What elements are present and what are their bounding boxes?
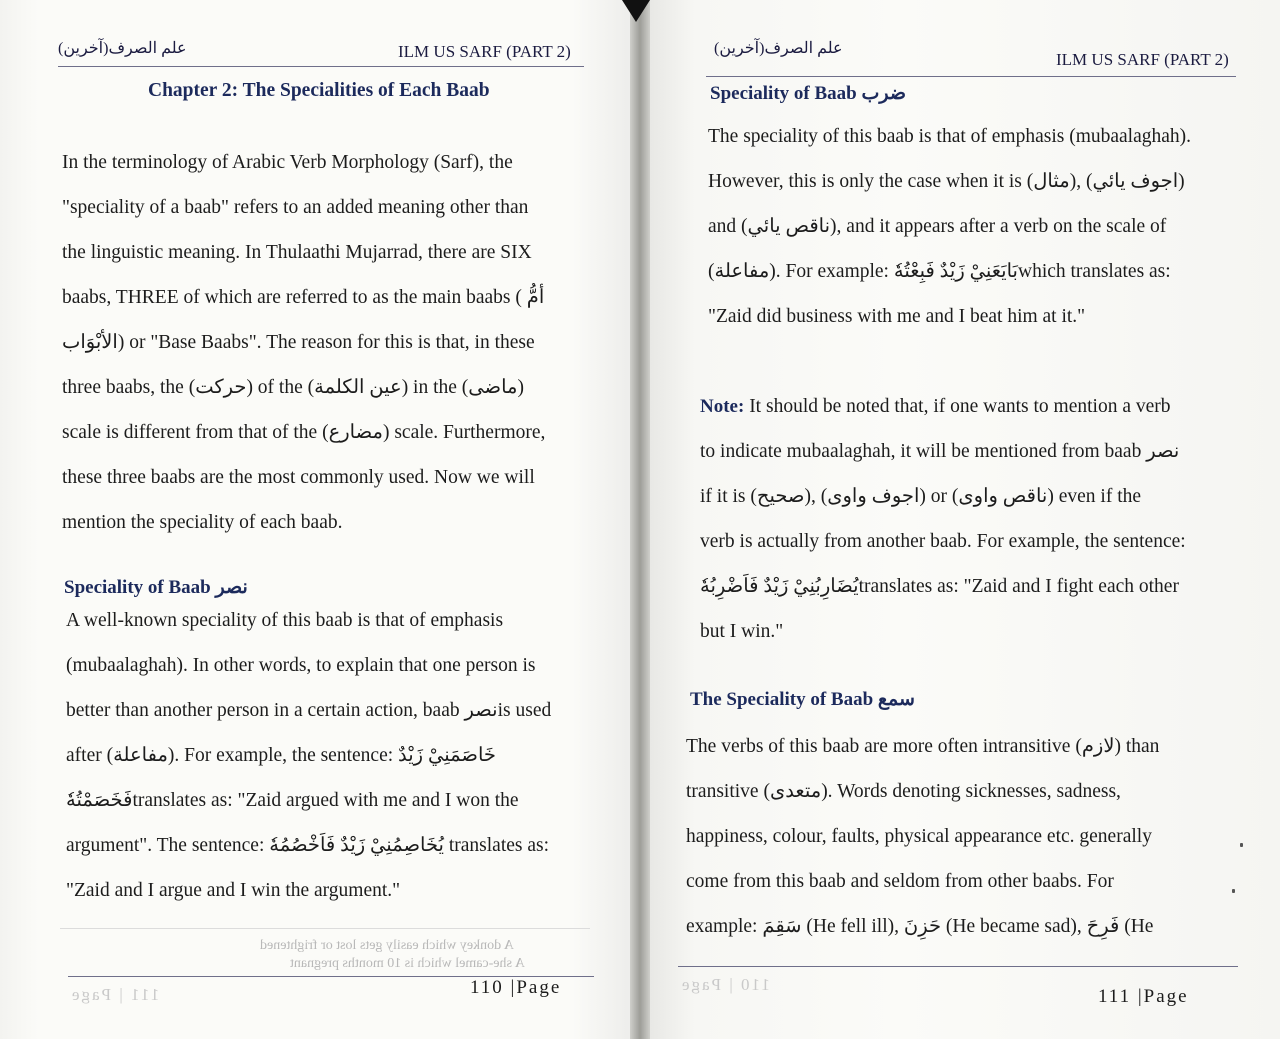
intro-line: baabs, THREE of which are referred to as the main baabs ( أمُّ	[62, 287, 545, 308]
intro-paragraph	[62, 140, 588, 545]
nasara-line: argument". The sentence: يُخَاصِمُنِيْ زَيْدٌ فَاَخْصُمُهٗ translates as:	[66, 835, 550, 856]
right-header-rule	[706, 76, 1236, 77]
nasara-line: فَخَصَمْتُهٗtranslates as: "Zaid argued with me and I won the	[66, 790, 519, 811]
note-line: verb is actually from another baab. For example, the sentence:	[700, 531, 1186, 552]
left-page	[0, 0, 636, 1039]
samia-line: come from this baab and seldom from other baabs. For	[686, 871, 1114, 892]
left-header-title: ILM US SARF (PART 2)	[398, 42, 571, 61]
nasara-line: after (مفاعلة). For example, the sentence: خَاصَمَنِيْ زَيْدٌ	[66, 745, 496, 766]
samia-line: example: سَقِمَ (He fell ill), حَزِنَ (He became sad), فَرِحَ (He	[686, 916, 1154, 937]
right-header-arabic: علم الصرف(آخرين)	[714, 40, 843, 57]
nasara-paragraph	[66, 598, 594, 913]
samia-line: The verbs of this baab are more often intransitive (لازم) than	[686, 736, 1160, 757]
book-gutter	[630, 0, 650, 1039]
note-paragraph	[700, 384, 1230, 654]
left-page-number: 110 |Page	[470, 977, 562, 998]
intro-line: "speciality of a baab" refers to an added meaning other than	[62, 197, 529, 218]
footnote-rule	[60, 928, 590, 929]
note-first-line	[700, 384, 1230, 429]
ghost-page-number: 111 | Page	[70, 985, 160, 1004]
section-heading-nasara: Speciality of Baab نصر	[64, 577, 248, 598]
samia-paragraph	[686, 724, 1210, 949]
intro-line: الأبْوَاب) or "Base Baabs". The reason for this is that, in these	[62, 332, 535, 353]
daraba-line: and (ناقص يائي), and it appears after a verb on the scale of	[708, 216, 1167, 237]
section-heading-daraba: Speciality of Baab ضرب	[710, 83, 906, 104]
daraba-line: "Zaid did business with me and I beat him at it."	[708, 306, 1086, 327]
section-heading-samia: The Speciality of Baab سمع	[690, 689, 915, 710]
book-spine-notch	[622, 0, 650, 22]
intro-line: In the terminology of Arabic Verb Morphology (Sarf), the	[62, 152, 513, 173]
ghost-footnote: A she-camel which is 10 months pregnant	[290, 956, 525, 971]
daraba-line: However, this is only the case when it is (مثال), (اجوف يائي)	[708, 171, 1185, 192]
right-footer-rule	[678, 966, 1238, 967]
nasara-line: "Zaid and I argue and I win the argument."	[66, 880, 401, 901]
nasara-line: A well-known speciality of this baab is that of emphasis	[66, 610, 504, 631]
right-page	[644, 0, 1280, 1039]
note-label: Note:	[700, 396, 745, 417]
left-header-arabic: علم الصرف(آخرين)	[58, 40, 187, 57]
samia-line: happiness, colour, faults, physical appearance etc. generally	[686, 826, 1152, 847]
intro-line: three baabs, the (حركت) of the (عين الكلمة) in the (ماضى)	[62, 377, 524, 398]
note-line: It should be noted that, if one wants to mention a verb	[749, 396, 1171, 417]
note-line: to indicate mubaalaghah, it will be mentioned from baab نصر	[700, 441, 1180, 462]
page-speck	[1232, 889, 1235, 893]
chapter-title: Chapter 2: The Specialities of Each Baab	[148, 80, 490, 101]
intro-line: scale is different from that of the (مضارع) scale. Furthermore,	[62, 422, 546, 443]
samia-line: transitive (متعدى). Words denoting sicknesses, sadness,	[686, 781, 1121, 802]
nasara-line: better than another person in a certain action, baab نصرis used	[66, 700, 552, 721]
daraba-line: (مفاعلة). For example: بَايَعَنِيْ زَيْدٌ فَبِعْتُهٗwhich translates as:	[708, 261, 1171, 282]
intro-line: mention the speciality of each baab.	[62, 512, 343, 533]
nasara-line: (mubaalaghah). In other words, to explain that one person is	[66, 655, 536, 676]
page-speck	[1240, 843, 1243, 847]
left-header-rule	[58, 66, 584, 67]
ghost-page-number: 110 | Page	[680, 975, 770, 994]
note-line: يُضَارِبُنِيْ زَيْدٌ فَاَضْرِبُهٗtranslates as: "Zaid and I fight each other	[700, 576, 1179, 597]
right-header-title: ILM US SARF (PART 2)	[1056, 50, 1229, 69]
daraba-paragraph	[708, 114, 1230, 339]
right-page-number: 111 |Page	[1098, 986, 1189, 1007]
intro-line: the linguistic meaning. In Thulaathi Mujarrad, there are SIX	[62, 242, 532, 263]
ghost-footnote: A donkey which easily gets lost or frightened	[260, 938, 514, 953]
note-line: if it is (صحيح), (اجوف واوى) or (ناقص واوى) even if the	[700, 486, 1142, 507]
note-line: but I win."	[700, 621, 784, 642]
daraba-line: The speciality of this baab is that of emphasis (mubaalaghah).	[708, 126, 1192, 147]
intro-line: these three baabs are the most commonly used. Now we will	[62, 467, 535, 488]
